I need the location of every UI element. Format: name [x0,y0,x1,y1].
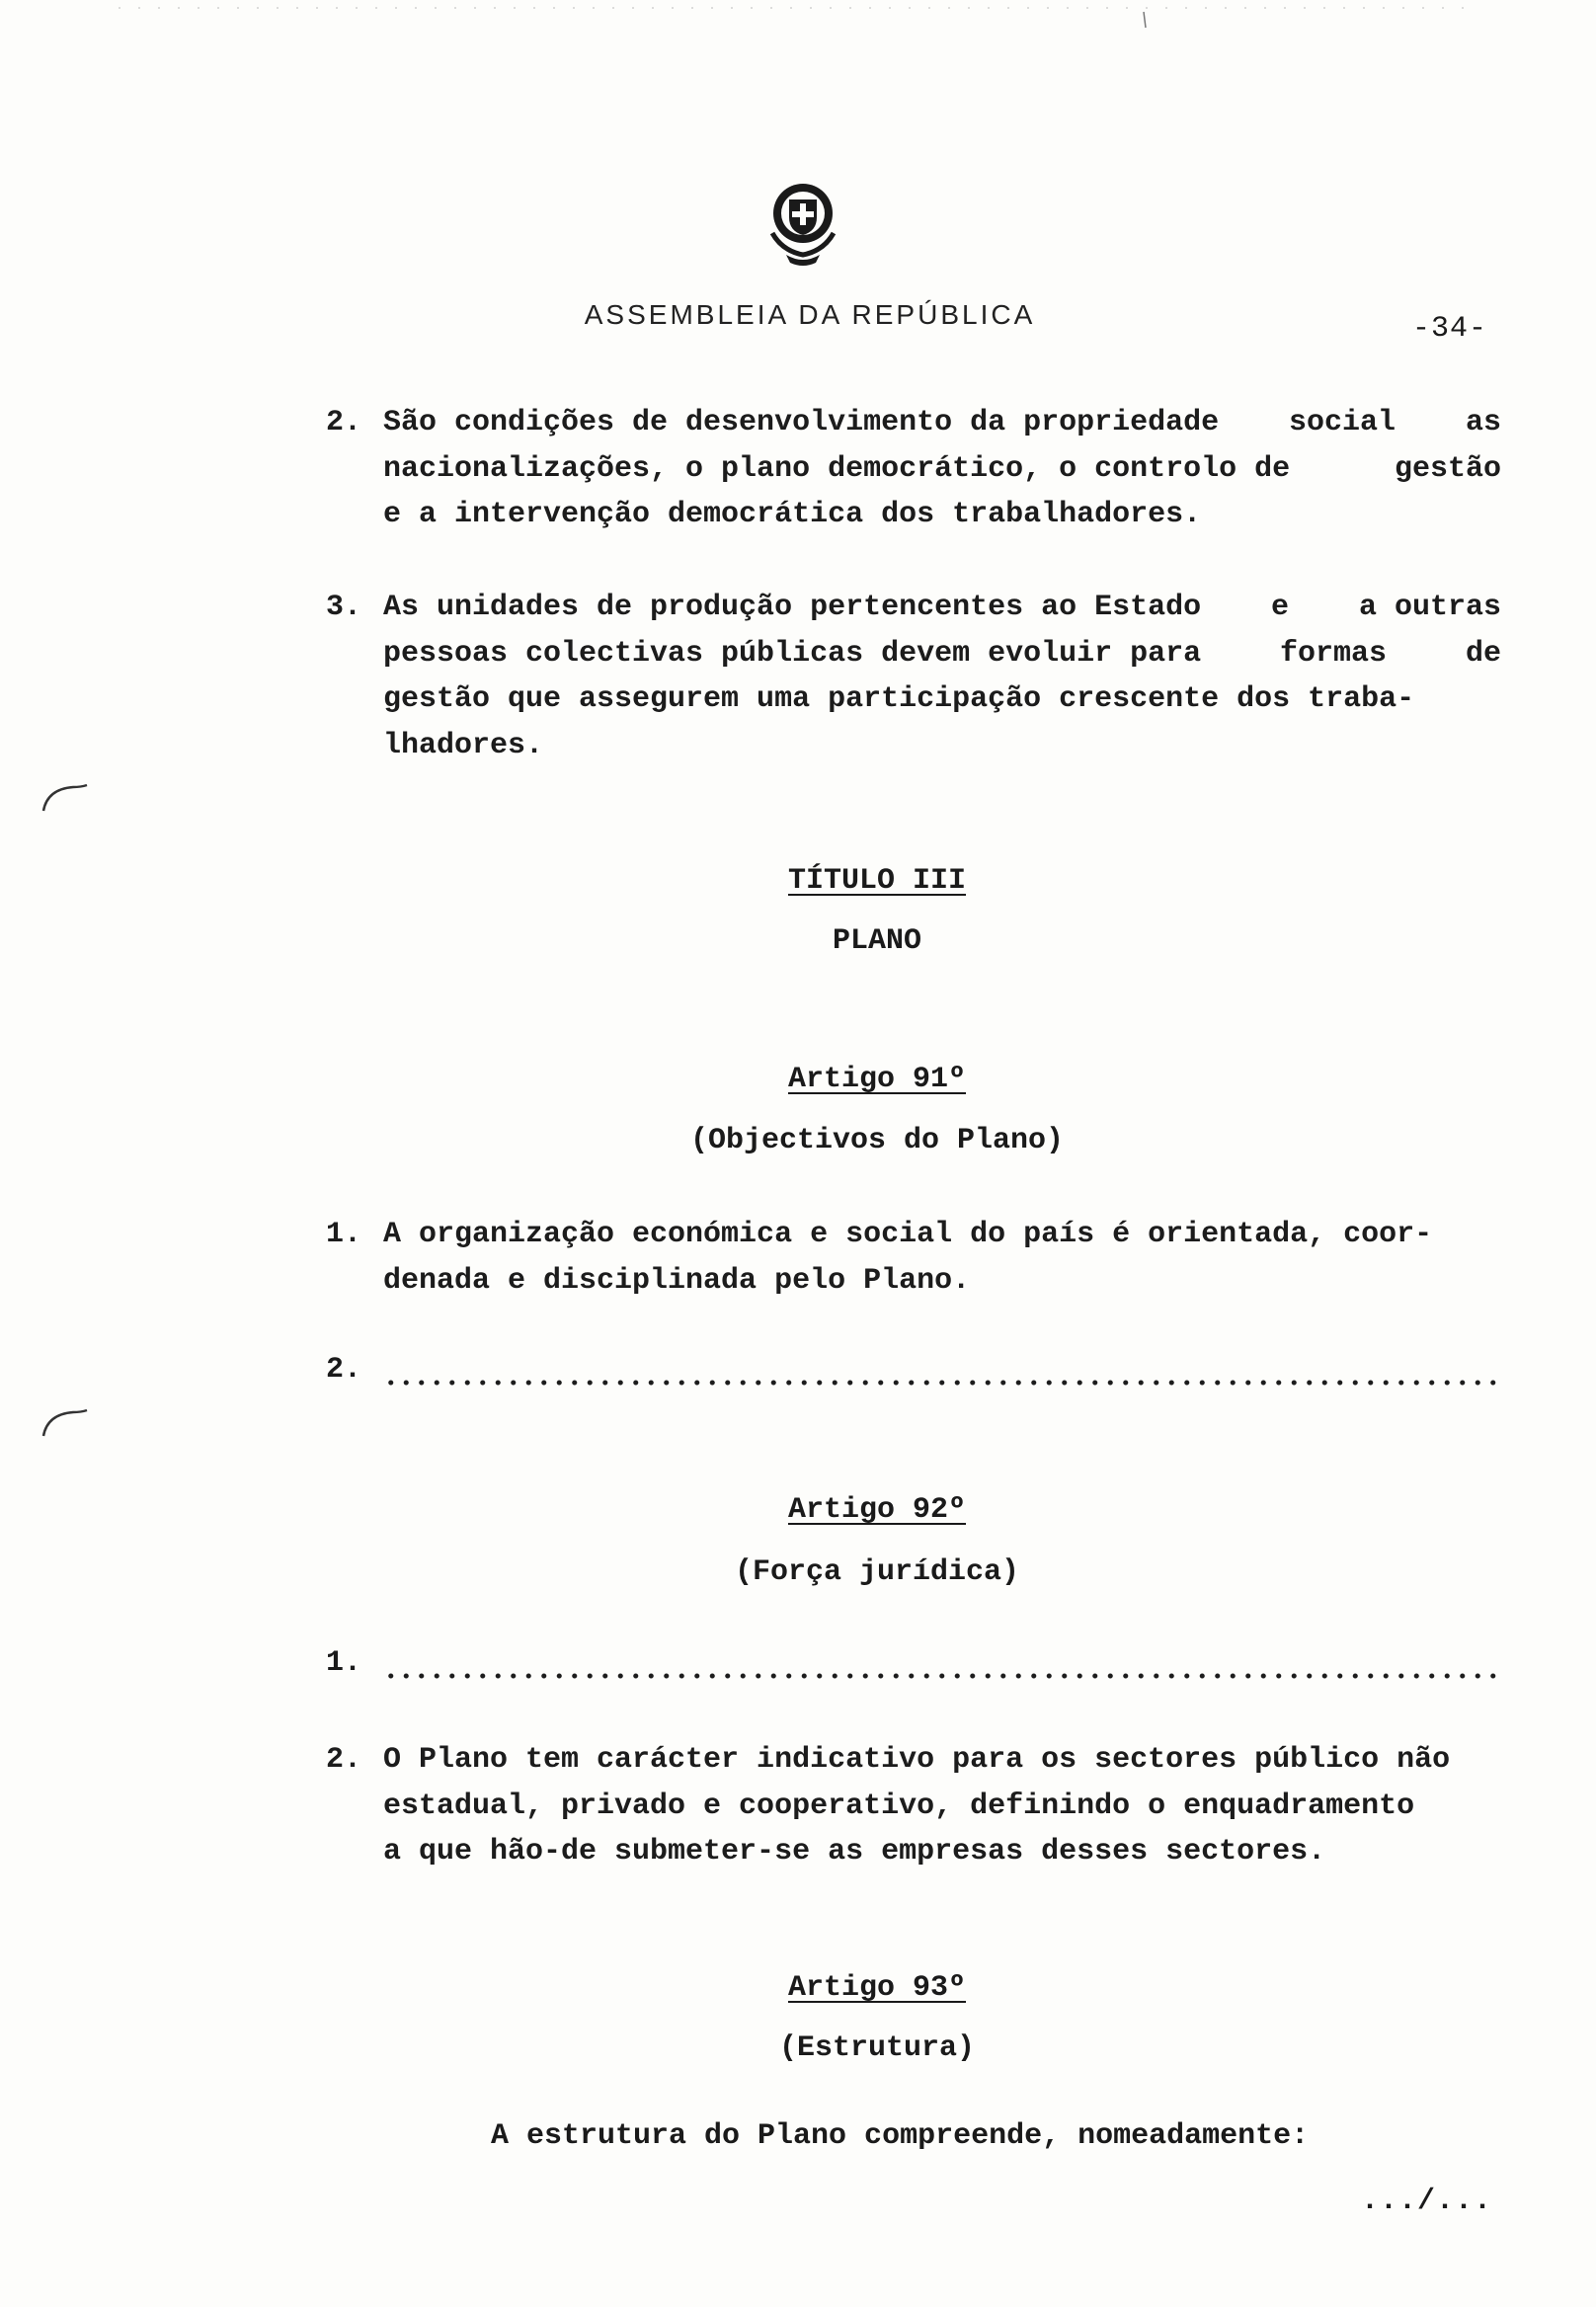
article-subtitle: (Estrutura) [778,2031,976,2065]
coat-of-arms-emblem [758,176,847,275]
scan-mark [40,775,99,815]
item-number: 2. [326,1743,362,1777]
text-line: a que hão-de submeter-se as empresas desses sectores. [383,1835,1326,1869]
dot-leader [383,1353,1501,1389]
text-line: gestão que assegurem uma participação crescente dos traba- [383,682,1415,716]
article-heading: Artigo 91º [787,1063,967,1096]
text-line: e a intervenção democrática dos trabalhadores. [383,498,1202,531]
item-number: 1. [326,1218,362,1251]
text-line: denada e disciplinada pelo Plano. [383,1263,971,1298]
article-subtitle: (Objectivos do Plano) [689,1124,1065,1157]
text-line: estadual, privado e cooperativo, definindo o enquadramento [383,1789,1415,1823]
article-subtitle: (Força jurídica) [734,1555,1020,1589]
article-intro: A estrutura do Plano compreende, nomeadamente: [491,2119,1310,2153]
item-number: 3. [326,591,362,624]
article-heading: Artigo 93º [787,1971,967,2005]
text-line: nacionalizações, o plano democrático, o controlo de gestão [383,451,1501,486]
text-line: A organização económica e social do país é orientada, coor- [383,1218,1433,1251]
item-number: 1. [326,1646,362,1680]
page-number: -34- [1412,312,1488,346]
list-item [326,1212,1501,1304]
top-edge-noise [0,0,1596,40]
list-item [326,400,1501,538]
text-line: As unidades de produção pertencentes ao Estado e a outras [383,591,1501,624]
text-line: São condições de desenvolvimento da propriedade social as [383,406,1501,439]
list-item [326,1737,1501,1875]
institution-name: ASSEMBLEIA DA REPÚBLICA [584,299,1036,330]
title-name: PLANO [832,924,921,958]
item-number: 2. [326,406,362,439]
text-line: pessoas colectivas públicas devem evoluir para formas de [383,636,1501,671]
item-number: 2. [326,1353,362,1387]
scan-mark [40,1400,99,1440]
list-item [326,585,1501,768]
continuation-mark: .../... [1361,2185,1493,2218]
dot-leader [383,1646,1501,1682]
article-heading: Artigo 92º [787,1493,967,1527]
text-line: O Plano tem carácter indicativo para os sectores público não [383,1743,1451,1777]
text-line: lhadores. [383,728,544,762]
title-heading: TÍTULO III [787,864,967,898]
